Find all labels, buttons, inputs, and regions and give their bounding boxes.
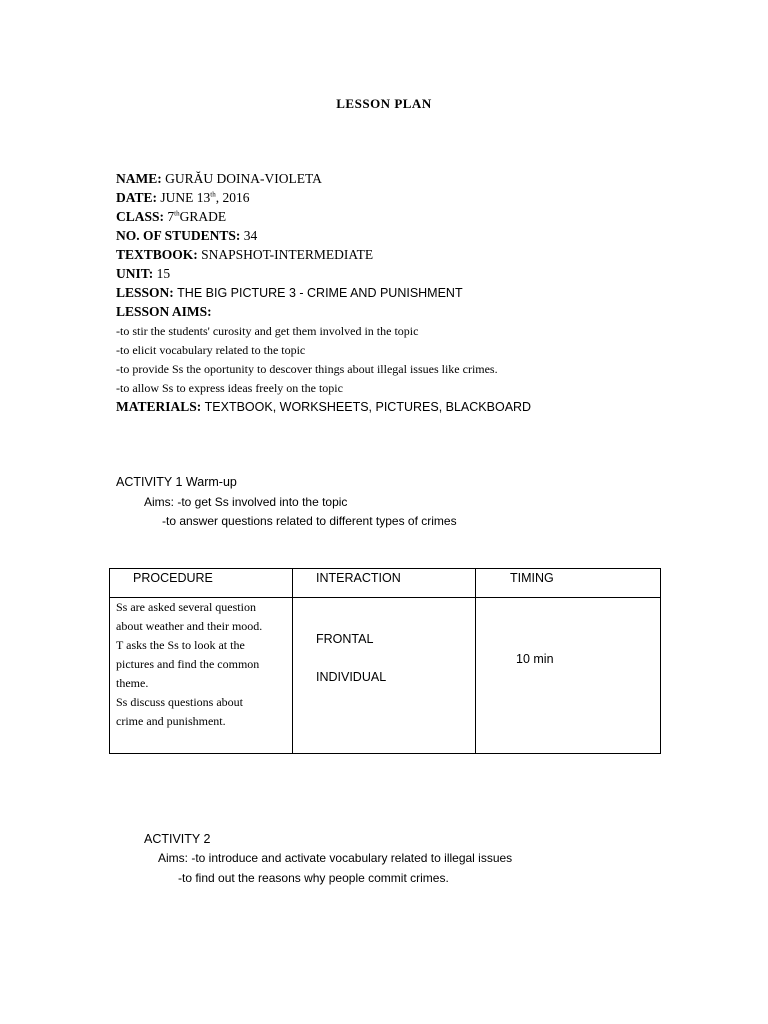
- interaction-individual: INDIVIDUAL: [316, 670, 387, 684]
- class-value-grade: GRADE: [179, 209, 227, 224]
- name-label: NAME:: [116, 171, 162, 186]
- lesson-value: THE BIG PICTURE 3 - CRIME AND PUNISHMENT: [177, 286, 463, 300]
- interaction-frontal: FRONTAL: [316, 632, 374, 646]
- students-value: 34: [243, 228, 258, 243]
- materials-label: MATERIALS:: [116, 399, 202, 414]
- textbook-line: [116, 247, 373, 263]
- class-line: [116, 209, 226, 225]
- activity1-aim: -to answer questions related to different types of crimes: [162, 514, 457, 528]
- unit-line: [116, 266, 170, 282]
- aim-item: -to provide Ss the oportunity to descover things about illegal issues like crimes.: [116, 362, 498, 376]
- activity2-aim: -to find out the reasons why people commit crimes.: [178, 871, 449, 885]
- materials-value: TEXTBOOK, WORKSHEETS, PICTURES, BLACKBOARD: [204, 400, 532, 414]
- name-line: [116, 171, 322, 187]
- timing-value: 10 min: [516, 652, 554, 666]
- procedure-line: Ss are asked several question: [116, 600, 256, 614]
- page-title: LESSON PLAN: [336, 96, 432, 111]
- date-sup: th: [210, 190, 216, 199]
- procedure-cell: [116, 598, 288, 731]
- students-line: [116, 228, 257, 244]
- date-label: DATE:: [116, 190, 158, 205]
- activity1-aim: Aims: -to get Ss involved into the topic: [144, 495, 348, 509]
- procedure-line: crime and punishment.: [116, 714, 226, 728]
- textbook-label: TEXTBOOK:: [116, 247, 198, 262]
- class-sup: th: [174, 209, 180, 218]
- procedure-line: theme.: [116, 676, 149, 690]
- procedure-line: pictures and find the common: [116, 657, 260, 671]
- aims-label: LESSON AIMS:: [116, 304, 212, 319]
- aim-item: -to allow Ss to express ideas freely on the topic: [116, 381, 343, 395]
- aim-item: -to elicit vocabulary related to the topic: [116, 343, 306, 357]
- date-value-main: JUNE 13: [160, 190, 211, 205]
- table-border: [109, 753, 661, 754]
- table-border: [660, 568, 661, 754]
- table-border: [109, 568, 661, 569]
- procedure-line: Ss discuss questions about: [116, 695, 244, 709]
- date-value-year: , 2016: [215, 190, 250, 205]
- textbook-value: SNAPSHOT-INTERMEDIATE: [201, 247, 374, 262]
- students-label: NO. OF STUDENTS:: [116, 228, 241, 243]
- table-divider: [292, 568, 293, 754]
- activity2-heading: ACTIVITY 2: [144, 832, 211, 846]
- activity2-aim: Aims: -to introduce and activate vocabulary related to illegal issues: [158, 851, 513, 865]
- procedure-line: T asks the Ss to look at the: [116, 638, 245, 652]
- table-border: [109, 568, 110, 754]
- class-value: [167, 209, 226, 224]
- date-line: [116, 190, 249, 206]
- name-value: GURĂU DOINA-VIOLETA: [165, 171, 322, 186]
- table-header-timing: TIMING: [510, 571, 554, 585]
- procedure-line: about weather and their mood.: [116, 619, 263, 633]
- lesson-label: LESSON:: [116, 285, 174, 300]
- activity1-heading: ACTIVITY 1 Warm-up: [116, 475, 237, 489]
- aims-heading: [116, 304, 212, 320]
- date-value: [160, 190, 249, 205]
- table-header-procedure: PROCEDURE: [133, 571, 213, 585]
- materials-line: [116, 399, 531, 415]
- unit-value: 15: [156, 266, 171, 281]
- unit-label: UNIT:: [116, 266, 154, 281]
- table-divider: [475, 568, 476, 754]
- class-label: CLASS:: [116, 209, 165, 224]
- aim-item: -to stir the students' curosity and get them involved in the topic: [116, 324, 419, 338]
- table-header-interaction: INTERACTION: [316, 571, 401, 585]
- lesson-line: [116, 285, 463, 301]
- class-value-number: 7: [167, 209, 175, 224]
